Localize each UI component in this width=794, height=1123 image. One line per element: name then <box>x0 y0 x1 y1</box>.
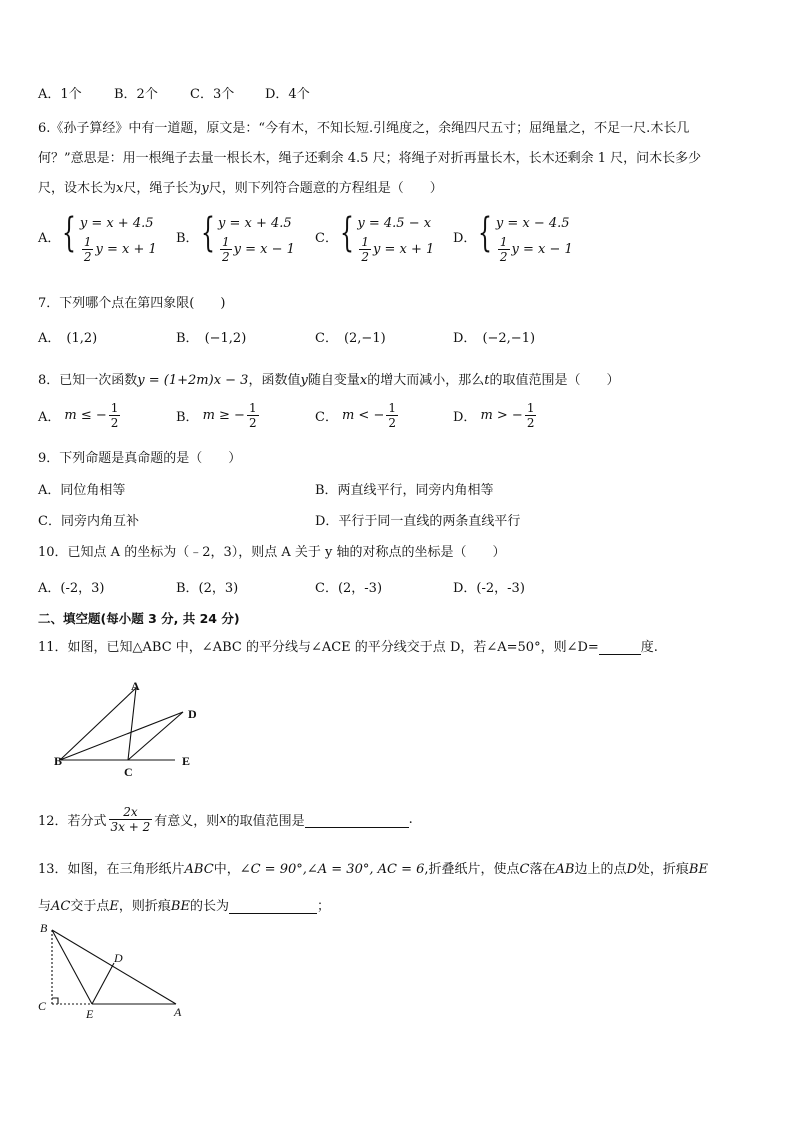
q9-option-d: D．平行于同一直线的两条直线平行 <box>315 514 521 529</box>
q7-option-a: A． (1,2) <box>38 331 98 346</box>
q5-option-d: D．4个 <box>265 87 310 102</box>
q11-stem: 11．如图，已知△ABC 中，∠ABC 的平分线与∠ACE 的平分线交于点 D，若∠A=50°，则∠D= 度. <box>38 640 658 655</box>
q5-option-c: C．3个 <box>190 87 235 102</box>
q7-option-c: C． (2,−1) <box>315 331 386 346</box>
q12-stem: 12．若分式 $\frac{2x}{3x + 2}$ 有意义，则 x 的取值范围是 . <box>38 805 413 834</box>
q7-stem: 7．下列哪个点在第四象限( ) <box>38 296 226 311</box>
q6-option-c: C． { y = 4.5 − x $\frac{1}{2}$ y = x + 1 <box>315 210 435 264</box>
q5-option-b: B．2个 <box>114 87 158 102</box>
q13-label-d: D <box>114 951 123 965</box>
q10-stem: 10．已知点 A 的坐标为（﹣2，3），则点 A 关于 y 轴的对称点的坐标是（ ） <box>38 545 506 560</box>
q6-option-d: D． { y = x − 4.5 $\frac{1}{2}$ y = x − 1 <box>453 210 573 264</box>
q8-option-d: D． m > − $\frac{1}{2}$ <box>453 401 535 430</box>
q6-option-a: A． { y = x + 4.5 $\frac{1}{2}$ y = x + 1 <box>38 210 157 264</box>
q9-stem: 9．下列命题是真命题的是（ ） <box>38 451 242 466</box>
q10-option-b: B．(2，3) <box>176 581 239 596</box>
q9-option-c: C．同旁内角互补 <box>38 514 139 529</box>
q10-option-a: A．(-2，3) <box>38 581 105 596</box>
q13-label-a: A <box>174 1005 182 1019</box>
q10-option-c: C．(2，-3) <box>315 581 383 596</box>
q7-option-b: B． (−1,2) <box>176 331 247 346</box>
q11-label-c: C <box>124 765 133 779</box>
q13-figure <box>36 918 196 1022</box>
q8-stem: 8．已知一次函数y = (1+2m)x − 3，函数值y随自变量x的增大而减小，那么t的取值范围是（ ） <box>38 373 620 388</box>
q11-label-b: B <box>54 754 63 768</box>
q13-line2: 与AC交于点E，则折痕BE的长为 ； <box>38 899 330 914</box>
q11-label-d: D <box>188 707 197 721</box>
q13-label-e: E <box>86 1007 94 1021</box>
q9-option-a: A．同位角相等 <box>38 483 126 498</box>
q6-line2: 何？”意思是：用一根绳子去量一根长木，绳子还剩余 4.5 尺；将绳子对折再量长木，长木还剩余 1 尺，问木长多少 <box>38 151 702 166</box>
q11-figure <box>40 672 210 782</box>
q13-label-c: C <box>38 999 47 1013</box>
q6-option-b: B． { y = x + 4.5 $\frac{1}{2}$ y = x − 1 <box>176 210 295 264</box>
q6-line3: 尺，设木长为x尺，绳子长为y尺，则下列符合题意的方程组是（ ） <box>38 181 443 196</box>
q11-label-e: E <box>182 754 191 768</box>
q7-option-d: D． (−2,−1) <box>453 331 536 346</box>
q8-option-b: B． m ≥ − $\frac{1}{2}$ <box>176 401 257 430</box>
q9-option-b: B．两直线平行，同旁内角相等 <box>315 483 494 498</box>
q6-line1: 6.《孙子算经》中有一道题，原文是：“今有木，不知长短.引绳度之，余绳四尺五寸；屈绳量之，不足一尺.木长几 <box>38 121 690 136</box>
q8-option-a: A． m ≤ − $\frac{1}{2}$ <box>38 401 119 430</box>
q10-option-d: D．(-2，-3) <box>453 581 525 596</box>
q13-label-b: B <box>40 921 48 935</box>
q13-line1: 13．如图，在三角形纸片ABC中，∠C = 90°,∠A = 30°, AC = 6,折叠纸片，使点C落在AB边上的点D处，折痕BE <box>38 862 708 877</box>
q11-label-a: A <box>131 679 140 693</box>
q5-option-a: A．1个 <box>38 87 82 102</box>
q8-option-c: C． m < − $\frac{1}{2}$ <box>315 401 396 430</box>
section-title: 二、填空题(每小题 3 分, 共 24 分) <box>38 611 240 626</box>
